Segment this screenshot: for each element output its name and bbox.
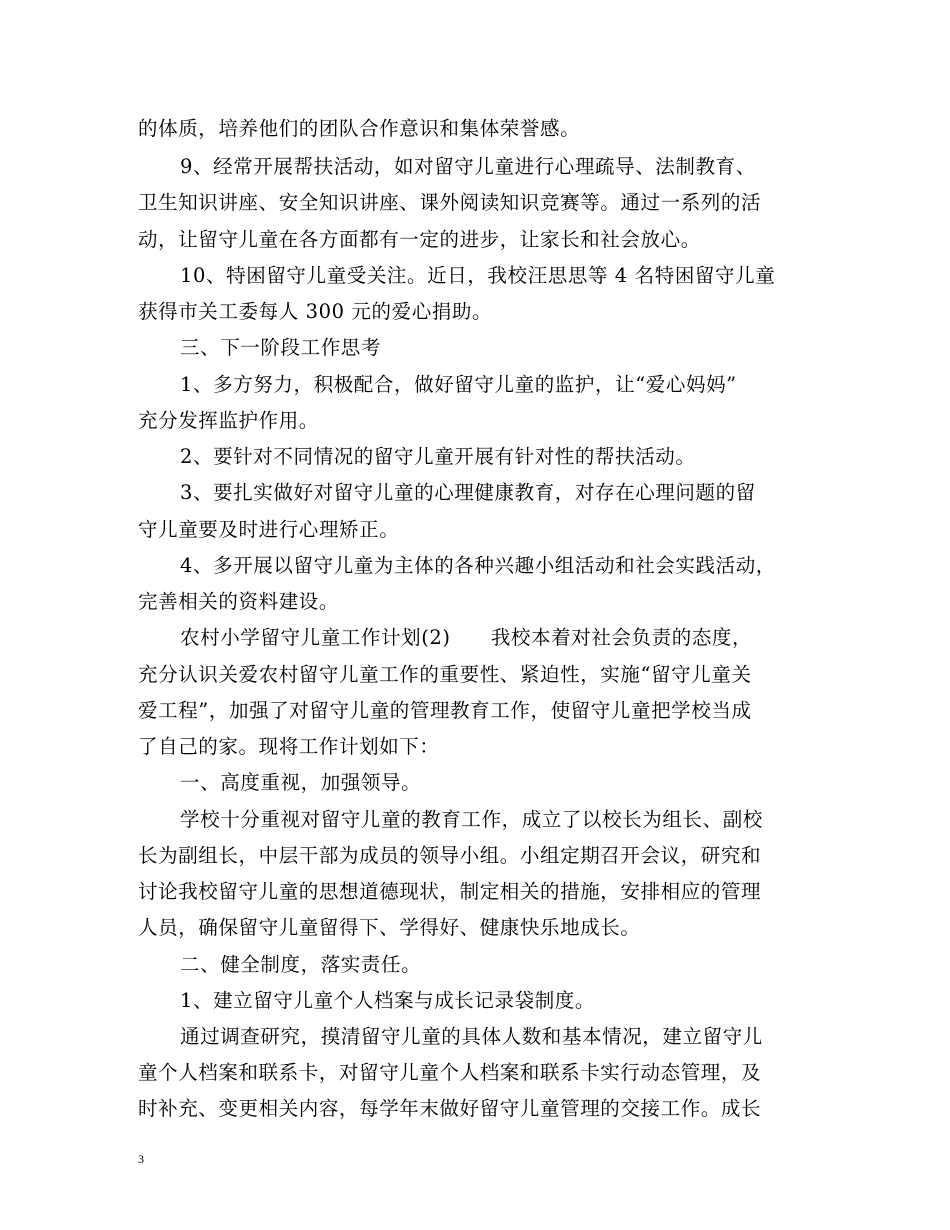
text-line: 学校十分重视对留守儿童的教育工作，成立了以校长为组长、副校 bbox=[180, 808, 763, 831]
text-line: 卫生知识讲座、安全知识讲座、课外阅读知识竞赛等。通过一系列的活 bbox=[138, 191, 762, 214]
page-number: 3 bbox=[138, 1152, 144, 1166]
text-line: 充分认识关爱农村留守儿童工作的重要性、紧迫性，实施“留守儿童关 bbox=[138, 663, 752, 686]
text-line: 爱工程”，加强了对留守儿童的管理教育工作，使留守儿童把学校当成 bbox=[138, 699, 752, 722]
text-line: 时补充、变更相关内容，每学年末做好留守儿童管理的交接工作。成长 bbox=[138, 1097, 762, 1120]
text-line: 3、要扎实做好对留守儿童的心理健康教育，对存在心理问题的留 bbox=[180, 481, 756, 504]
text-line: 通过调查研究，摸清留守儿童的具体人数和基本情况，建立留守儿 bbox=[180, 1025, 763, 1048]
text-line: 动，让留守儿童在各方面都有一定的进步，让家长和社会放心。 bbox=[138, 228, 701, 251]
section-heading: 二、健全制度，落实责任。 bbox=[180, 953, 422, 976]
text-line: 守儿童要及时进行心理矫正。 bbox=[138, 518, 400, 541]
text-line: 人员，确保留守儿童留得下、学得好、健康快乐地成长。 bbox=[138, 916, 641, 939]
text-line: 10、特困留守儿童受关注。近日，我校汪思思等 4 名特困留守儿童 bbox=[180, 264, 776, 287]
section-heading: 一、高度重视，加强领导。 bbox=[180, 771, 422, 794]
text-line: 长为副组长，中层干部为成员的领导小组。小组定期召开会议，研究和 bbox=[138, 844, 762, 867]
text-line: 的体质，培养他们的团队合作意识和集体荣誉感。 bbox=[138, 117, 581, 140]
text-line: 充分发挥监护作用。 bbox=[138, 409, 319, 432]
text-line: 1、建立留守儿童个人档案与成长记录袋制度。 bbox=[180, 989, 596, 1012]
text-line: 9、经常开展帮扶活动，如对留守儿童进行心理疏导、法制教育、 bbox=[180, 155, 756, 178]
section-heading: 三、下一阶段工作思考 bbox=[180, 336, 382, 359]
text-line: 1、多方努力，积极配合，做好留守儿童的监护，让“爱心妈妈” bbox=[180, 373, 737, 396]
text-line: 完善相关的资料建设。 bbox=[138, 590, 340, 613]
text-line: 获得市关工委每人 300 元的爱心捐助。 bbox=[138, 300, 493, 323]
text-line: 2、要针对不同情况的留守儿童开展有针对性的帮扶活动。 bbox=[180, 445, 696, 468]
text-line: 农村小学留守儿童工作计划(2) 我校本着对社会负责的态度， bbox=[180, 626, 753, 649]
text-line: 讨论我校留守儿童的思想道德现状，制定相关的措施，安排相应的管理 bbox=[138, 880, 762, 903]
text-line: 了自己的家。现将工作计划如下： bbox=[138, 735, 440, 758]
text-line: 4、多开展以留守儿童为主体的各种兴趣小组活动和社会实践活动， bbox=[180, 554, 776, 577]
text-line: 童个人档案和联系卡，对留守儿童个人档案和联系卡实行动态管理，及 bbox=[138, 1061, 762, 1084]
